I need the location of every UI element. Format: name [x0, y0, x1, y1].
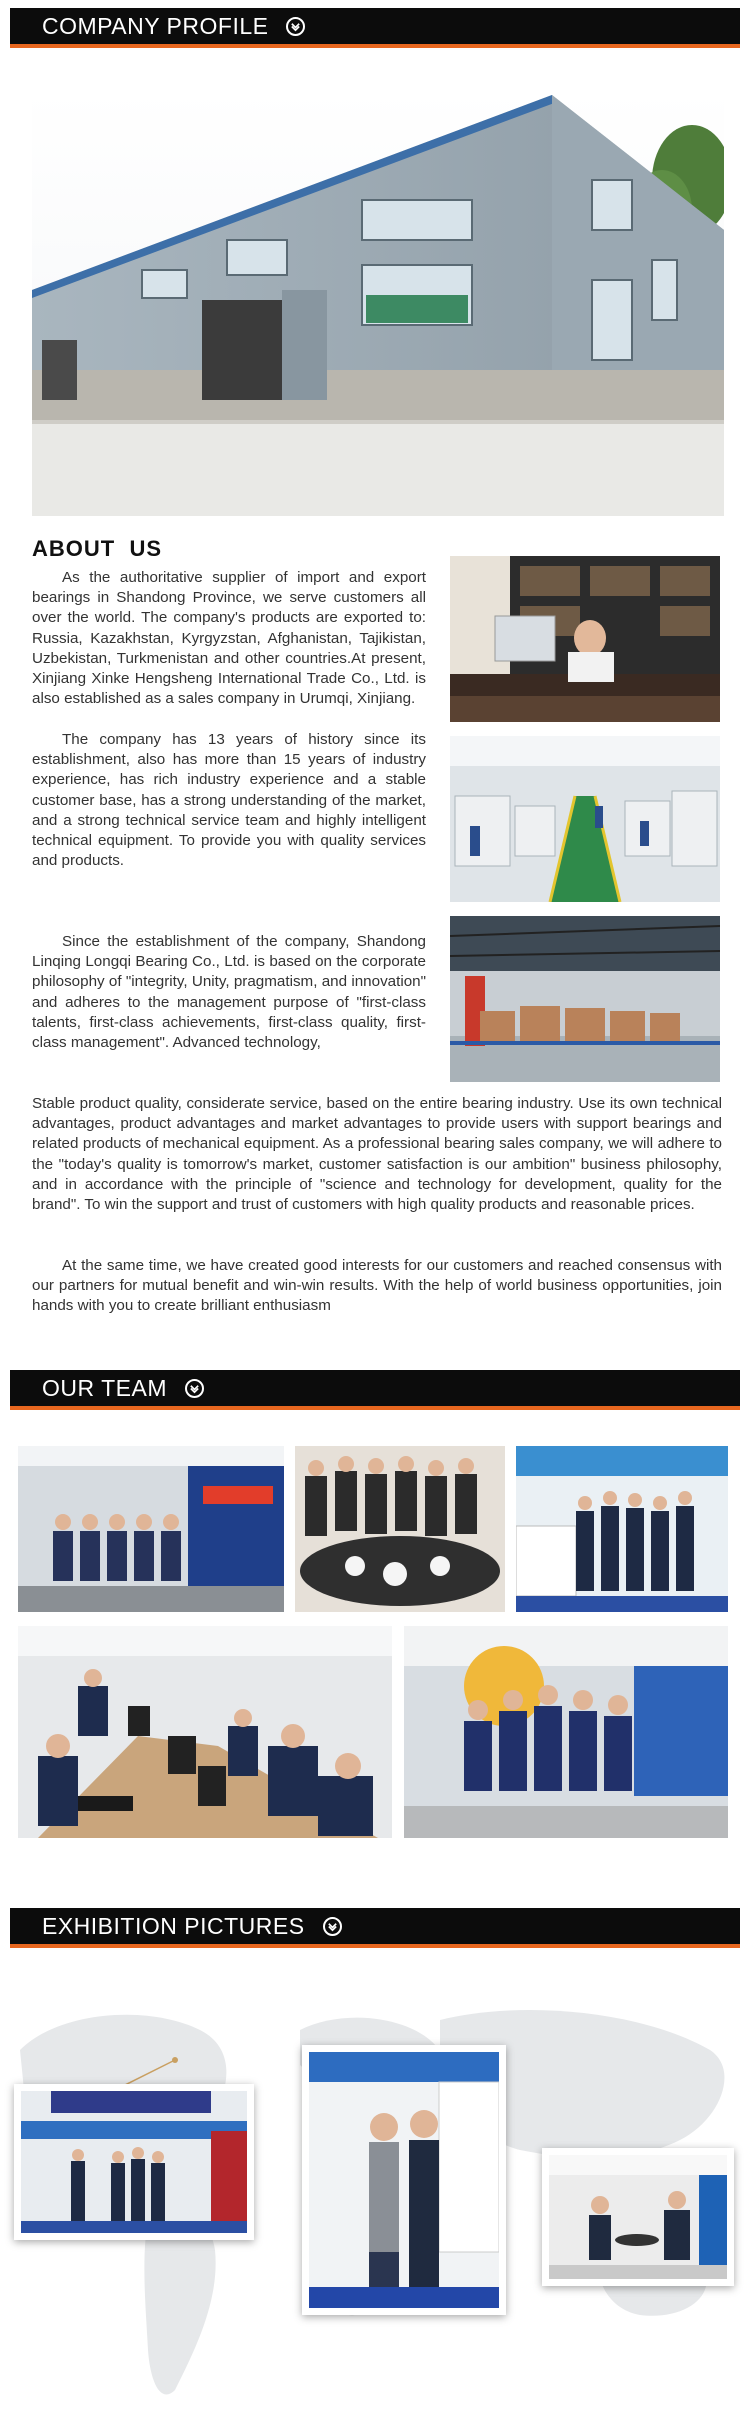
exhibition-pictures-header: [10, 1908, 740, 1948]
team-office-photo: [18, 1446, 284, 1612]
about-paragraph-3a: Since the establishment of the company, Shandong Linqing Longqi Bearing Co., Ltd. is based on the corporate philosophy of "integrity, Unity, pragmatism, and innovation" and adheres to the management purpose of "first-class talents, first-class achievements, first-class quality, first-class management". Advanced technology,: [32, 933, 426, 1052]
about-paragraph-1: As the authoritative supplier of import and export bearings in Shandong Province, we serve customers all over the world. The company's products are exported to: Russia, Kazakhstan, Kyrgyzstan, Afghanistan, Tajikistan, Uzbekistan, Turkmenistan and other countries.At present, Xinjiang Xinke Hengsheng International Trade Co., Ltd. is also established as a sales company in Urumqi, Xinjiang.: [32, 569, 426, 708]
company-profile-header: [10, 8, 740, 48]
about-us-heading: ABOUT US: [32, 536, 162, 561]
team-handshake-photo: [404, 1626, 728, 1838]
about-paragraph-3b: Stable product quality, considerate service, based on the entire bearing industry. Use its own technical advantages, product advantages and market advantages to provide users with support bearings and related products of mechanical equipment. As a professional bearing sales company, we will adhere to the "today's quality is tomorrow's market, customer satisfaction is our ambition" business philosophy, and in accordance with the principle of "science and technology for development, quality for the brand". To win the support and trust of customers with high quality products and reasonable prices.: [32, 1095, 722, 1214]
exhibition-pictures-title: EXHIBITION PICTURES: [42, 1912, 305, 1939]
about-paragraph-4: At the same time, we have created good interests for our customers and reached consensus with our partners for mutual benefit and win-win results. With the help of world business opportunities, join hands with you to create brilliant enthusiasm: [32, 1257, 722, 1315]
our-team-title: OUR TEAM: [42, 1374, 167, 1401]
company-profile-title: COMPANY PROFILE: [42, 12, 269, 39]
about-paragraph-2: The company has 13 years of history since its establishment, also has more than 15 years of industry experience, has rich industry experience and a stable customer base, has a strong understanding of the market, and a strong technical service team and highly intelligent technical equipment. To provide you with quality services and products.: [32, 731, 426, 870]
workshop-machines-photo: [450, 736, 720, 902]
exhibition-booth-photo-3: [542, 2148, 734, 2286]
team-workstations-photo: [18, 1626, 392, 1838]
team-dinner-photo: [295, 1446, 505, 1612]
chevron-down-circle-icon: [323, 1917, 342, 1936]
factory-building-photo: [32, 90, 724, 516]
exhibition-booth-photo-1: [14, 2084, 254, 2240]
team-booth-photo: [516, 1446, 728, 1612]
warehouse-photo: [450, 916, 720, 1082]
office-desk-photo: [450, 556, 720, 722]
exhibition-booth-photo-2: [302, 2045, 506, 2315]
chevron-down-circle-icon: [286, 17, 305, 36]
chevron-down-circle-icon: [185, 1379, 204, 1398]
our-team-header: [10, 1370, 740, 1410]
